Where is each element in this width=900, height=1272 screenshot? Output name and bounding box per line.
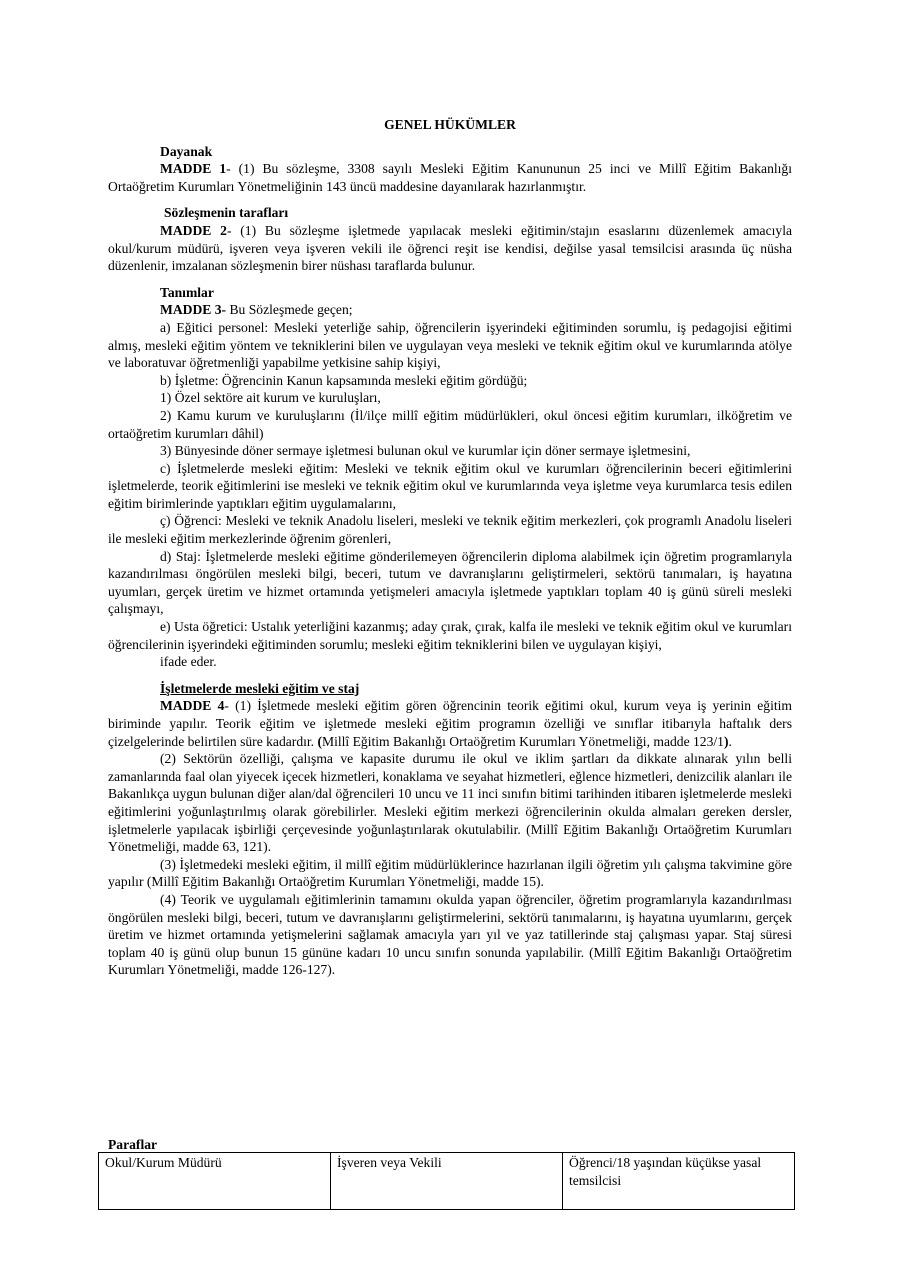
- article-lead: MADDE 4: [160, 698, 225, 714]
- article-paragraph: (2) Sektörün özelliği, çalışma ve kapasite durumu ile okul ve iklim şartları da dikkate alınarak yılın belli zamanlarında faal olan yiyecek içecek hizmetleri, konaklama ve seyahat hizmetleri, eğlence hizmetleri, denizcilik alanları ile Bakanlıkça uygun bulunan diğer alan/dal öğrencileri 10 uncu ve 11 inci sınıfın bitimi tarihinden itibaren işletmelerde mesleki eğitimlerini yoğunlaştırılmış olarak görebilirler. Mesleki eğitim merkezi öğrencilerinin okulda almaları gereken dersler, işletmelerle yapılacak işbirliği çerçevesinde yoğunlaştırılarak okutulabilir. (Millî Eğitim Bakanlığı Ortaöğretim Kurumları Yönetmeliği, madde 63, 121).: [108, 751, 792, 855]
- definition-item: ç) Öğrenci: Mesleki ve teknik Anadolu liseleri, mesleki ve teknik eğitim merkezleri, çok programlı Anadolu liseleri ile mesleki eğitim merkezlerinde öğrenim görenleri,: [108, 513, 792, 547]
- article-paragraph: MADDE 4- (1) İşletmede mesleki eğitim gören öğrencinin teorik eğitimi okul, kurum veya iş yerinin eğitim biriminde yapılır. Teorik eğitim ve işletmede mesleki eğitim programın özelliği ve sınıflar itibarıyla haftalık ders çizelgelerinde belirtilen süre kadardır. (Millî Eğitim Bakanlığı Ortaöğretim Kurumları Yönetmeliği, madde 123/1).: [108, 698, 793, 749]
- section-isletmelerde-mesleki-egitim: [108, 680, 792, 979]
- article-paragraph: MADDE 1- (1) Bu sözleşme, 3308 sayılı Mesleki Eğitim Kanununun 25 inci ve Millî Eğitim Bakanlığı Ortaöğretim Kurumları Yönetmeliğinin 143 üncü maddesine dayanılarak hazırlanmıştır.: [108, 161, 792, 194]
- definition-item: 1) Özel sektöre ait kurum ve kuruluşları,: [160, 390, 381, 406]
- section-heading: Dayanak: [160, 143, 213, 159]
- article-paragraph: (3) İşletmedeki mesleki eğitim, il millî eğitim müdürlüklerince hazırlanan ilgili öğretim yılı çalışma takvimine göre yapılır (Millî Eğitim Bakanlığı Ortaöğretim Kurumları Yönetmeliği, madde 15).: [108, 856, 792, 890]
- section-heading: Sözleşmenin tarafları: [164, 205, 289, 221]
- section-tanimlar: [108, 284, 792, 671]
- article-paragraph: MADDE 2- (1) Bu sözleşme işletmede yapılacak mesleki eğitimin/stajın esaslarını düzenlemek amacıyla okul/kurum müdürü, işveren veya işveren vekili ile öğrenci reşit ise kendisi, değilse yasal temsilcisi arasında üç nüsha düzenlenir, imzalanan sözleşmenin birer nüshası taraflarda bulunur.: [108, 222, 793, 274]
- paraflar-table: [98, 1152, 795, 1210]
- document-title: GENEL HÜKÜMLER: [384, 117, 516, 132]
- definition-item: 2) Kamu kurum ve kuruluşlarını (İl/ilçe millî eğitim müdürlükleri, okul öncesi eğitim kurumları, ilköğretim ve ortaöğretim kurumları dâhil): [108, 407, 792, 441]
- paraflar-label: Paraflar: [108, 1137, 158, 1152]
- definition-item: b) İşletme: Öğrencinin Kanun kapsamında mesleki eğitim gördüğü;: [160, 372, 528, 388]
- article-lead: MADDE 2: [160, 222, 227, 238]
- definition-item: c) İşletmelerde mesleki eğitim: Mesleki ve teknik eğitim okul ve kurumları öğrencilerinin beceri eğitimlerini işletmelerde, teorik eğitimlerini ise mesleki ve teknik eğitim okul ve kurumlarında veya işletme veya kurumlarca tesis edilen eğitim birimlerinde yaptıkları eğitim uygulamalarını,: [108, 460, 792, 511]
- definition-item: d) Staj: İşletmelerde mesleki eğitime gönderilemeyen öğrencilerin diploma alabilmek için öğretim programlarıyla kazandırılması öngörülen mesleki bilgi, beceri, tutum ve davranışlarını geliştirmeleri, sektörü tanımaları, iş hayatına uyumları, gerçek üretim ve hizmet ortamında yetişmeleri amacıyla işletmede yaptıkları toplam 40 iş günü süreli mesleki çalışmayı,: [108, 548, 792, 617]
- article-lead: MADDE 1: [160, 161, 227, 177]
- definition-item: a) Eğitici personel: Mesleki yeterliğe sahip, öğrencilerin işyerindeki eğitiminden sorumlu, iş pedagojisi eğitimi almış, mesleki eğitim yöntem ve tekniklerini bilen ve uygulayan veya mesleki ve teknik eğitim okul ve kurumlarında atölye ve laboratuvar öğretmenliği yapabilme yetkisine sahip kişiyi,: [108, 319, 792, 371]
- document-body: [108, 116, 792, 988]
- article-paragraph: MADDE 3- Bu Sözleşmede geçen;: [160, 302, 353, 318]
- section-dayanak: [108, 143, 792, 196]
- paraf-cell-isveren: İşveren veya Vekili: [331, 1153, 563, 1210]
- definition-item: 3) Bünyesinde döner sermaye işletmesi bulunan okul ve kurumlar için döner sermaye işletmesini,: [160, 443, 691, 459]
- section-taraflar: [108, 204, 792, 274]
- definition-closing: ifade eder.: [160, 654, 217, 670]
- paraf-cell-okul-muduru: Okul/Kurum Müdürü: [99, 1153, 331, 1210]
- article-lead: MADDE 3-: [160, 302, 227, 318]
- section-heading: Tanımlar: [160, 284, 214, 300]
- paraf-cell-ogrenci: Öğrenci/18 yaşından küçükse yasal temsilcisi: [563, 1153, 795, 1210]
- definition-item: e) Usta öğretici: Ustalık yeterliğini kazanmış; aday çırak, çırak, kalfa ile mesleki ve teknik eğitim okul ve kurumları öğrencilerinin işyerindeki eğitiminden sorumlu; mesleki eğitim tekniklerini bilen ve uygulayan kişiyi,: [108, 619, 792, 652]
- section-heading: İşletmelerde mesleki eğitim ve staj: [160, 680, 360, 696]
- article-paragraph: (4) Teorik ve uygulamalı eğitimlerinin tamamını okulda yapan öğrenciler, öğretim programlarıyla kazandırılması öngörülen mesleki bilgi, beceri, tutum ve davranışlarını geliştirmelerini, sektörü tanımalarını, iş hayatına uyumlarını, gerçek üretim ve hizmet ortamında yetişmelerini sağlamak amacıyla yarı yıl ve yaz tatillerinde staj çalışması yapar. Staj süresi toplam 40 iş günü olup bunun 15 gününe kadarı 10 uncu sınıfın sonunda yapılabilir. (Millî Eğitim Bakanlığı Ortaöğretim Kurumları Yönetmeliği, madde 126-127).: [108, 891, 792, 978]
